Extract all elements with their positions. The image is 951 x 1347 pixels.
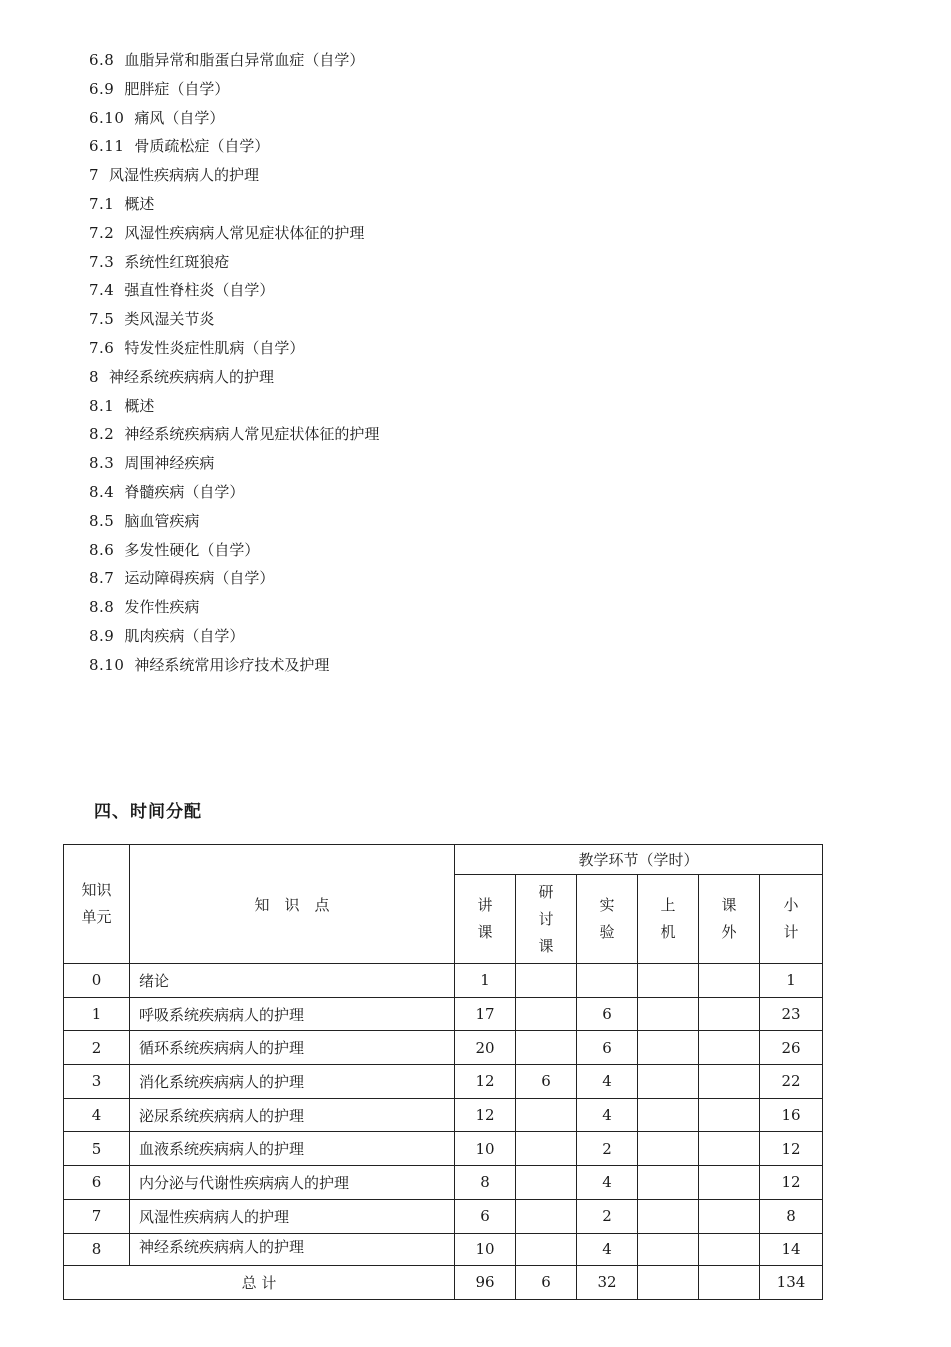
toc-item: [89, 49, 379, 78]
cell-extra: [699, 997, 760, 1031]
toc-item: [89, 567, 379, 596]
cell-unit: 0: [64, 964, 130, 998]
cell-computer: [638, 1098, 699, 1132]
cell-extra: [699, 1098, 760, 1132]
table-row: [64, 1132, 823, 1166]
cell-lecture: 20: [455, 1031, 516, 1065]
toc-item: [89, 135, 379, 164]
cell-lecture: 12: [455, 1098, 516, 1132]
cell-seminar: [516, 1031, 577, 1065]
toc-item-number: 7.1: [89, 194, 115, 213]
total-lecture: 96: [455, 1265, 516, 1299]
cell-lecture: 12: [455, 1065, 516, 1099]
cell-lab: 4: [577, 1166, 638, 1200]
toc-item: [89, 251, 379, 280]
cell-seminar: [516, 1132, 577, 1166]
total-extra: [699, 1265, 760, 1299]
toc-item-text: 脑血管疾病: [124, 511, 200, 530]
header-lab: 实 验: [577, 875, 638, 964]
toc-item-number: 6.8: [89, 51, 115, 69]
cell-subtotal: 16: [760, 1098, 823, 1132]
cell-extra: [699, 964, 760, 998]
cell-unit: 4: [64, 1098, 130, 1132]
cell-seminar: [516, 1166, 577, 1200]
toc-item-text: 类风湿关节炎: [124, 310, 215, 329]
toc-item: [89, 366, 379, 395]
toc-item-number: 8.1: [89, 396, 115, 415]
cell-seminar: 6: [516, 1065, 577, 1099]
cell-name: 循环系统疾病病人的护理: [130, 1031, 455, 1065]
toc-item-number: 6.11: [89, 137, 125, 156]
table-row: [64, 1199, 823, 1233]
table-row: [64, 1065, 823, 1099]
table-row: [64, 1031, 823, 1065]
toc-item-text: 脊髓疾病（自学）: [124, 482, 245, 501]
toc-item-text: 痛风（自学）: [134, 108, 225, 127]
toc-item-number: 8.6: [89, 540, 115, 559]
cell-subtotal: 1: [760, 964, 823, 998]
cell-name: 血液系统疾病病人的护理: [130, 1132, 455, 1166]
cell-computer: [638, 1233, 699, 1265]
cell-computer: [638, 1065, 699, 1099]
total-lab: 32: [577, 1265, 638, 1299]
header-point: 知 识 点: [130, 845, 455, 964]
toc-item-number: 8.9: [89, 626, 115, 645]
cell-lab: 2: [577, 1132, 638, 1166]
cell-seminar: [516, 1233, 577, 1265]
cell-unit: 1: [64, 997, 130, 1031]
cell-lab: 4: [577, 1098, 638, 1132]
time-allocation-table: [63, 844, 823, 1300]
toc-list: [89, 49, 379, 683]
cell-lecture: 10: [455, 1233, 516, 1265]
cell-lab: 2: [577, 1199, 638, 1233]
cell-subtotal: 12: [760, 1166, 823, 1200]
toc-item: [89, 452, 379, 481]
cell-name: 呼吸系统疾病病人的护理: [130, 997, 455, 1031]
cell-unit: 8: [64, 1233, 130, 1265]
total-label: 总 计: [64, 1265, 455, 1299]
cell-subtotal: 26: [760, 1031, 823, 1065]
cell-lab: [577, 964, 638, 998]
toc-item-text: 神经系统疾病病人常见症状体征的护理: [124, 425, 380, 444]
header-computer: 上 机: [638, 875, 699, 964]
toc-item-number: 8.10: [89, 655, 125, 674]
toc-item: [89, 423, 379, 452]
toc-item: [89, 539, 379, 568]
toc-item: [89, 308, 379, 337]
cell-computer: [638, 997, 699, 1031]
toc-item-number: 8.4: [89, 482, 115, 501]
toc-item-text: 风湿性疾病病人的护理: [109, 166, 260, 185]
cell-subtotal: 8: [760, 1199, 823, 1233]
cell-seminar: [516, 964, 577, 998]
cell-subtotal: 23: [760, 997, 823, 1031]
toc-item-number: 8: [89, 367, 100, 386]
toc-item: [89, 510, 379, 539]
cell-lab: 6: [577, 1031, 638, 1065]
cell-computer: [638, 1132, 699, 1166]
toc-item-text: 发作性疾病: [124, 598, 200, 617]
toc-item-text: 概述: [124, 194, 155, 213]
cell-extra: [699, 1031, 760, 1065]
header-lecture: 讲 课: [455, 875, 516, 964]
cell-extra: [699, 1166, 760, 1200]
toc-item-number: 8.3: [89, 454, 115, 473]
toc-item-number: 7.2: [89, 223, 115, 242]
cell-name: 神经系统疾病病人的护理: [130, 1233, 455, 1265]
toc-item: [89, 481, 379, 510]
section-title: 四、时间分配: [94, 802, 202, 822]
toc-item-text: 神经系统疾病病人的护理: [109, 367, 275, 386]
toc-item: [89, 279, 379, 308]
toc-item: [89, 395, 379, 424]
toc-item-text: 肥胖症（自学）: [124, 79, 230, 98]
cell-lecture: 10: [455, 1132, 516, 1166]
cell-subtotal: 14: [760, 1233, 823, 1265]
toc-item-number: 8.2: [89, 425, 115, 444]
header-group: 教学环节（学时）: [455, 845, 823, 875]
cell-name: 风湿性疾病病人的护理: [130, 1199, 455, 1233]
toc-item-text: 概述: [124, 396, 155, 415]
cell-extra: [699, 1132, 760, 1166]
cell-extra: [699, 1233, 760, 1265]
cell-computer: [638, 1031, 699, 1065]
cell-name: 泌尿系统疾病病人的护理: [130, 1098, 455, 1132]
cell-unit: 6: [64, 1166, 130, 1200]
cell-name: 内分泌与代谢性疾病病人的护理: [130, 1166, 455, 1200]
toc-item-number: 7.4: [89, 281, 115, 300]
cell-unit: 7: [64, 1199, 130, 1233]
cell-seminar: [516, 1199, 577, 1233]
toc-item-number: 6.9: [89, 79, 115, 98]
total-row: [64, 1265, 823, 1299]
cell-lecture: 6: [455, 1199, 516, 1233]
cell-lab: 4: [577, 1233, 638, 1265]
cell-computer: [638, 1166, 699, 1200]
cell-computer: [638, 1199, 699, 1233]
toc-item-number: 8.5: [89, 511, 115, 530]
total-computer: [638, 1265, 699, 1299]
toc-item-number: 8.8: [89, 598, 115, 617]
cell-lab: 6: [577, 997, 638, 1031]
toc-item: [89, 164, 379, 193]
cell-lab: 4: [577, 1065, 638, 1099]
table-row: [64, 997, 823, 1031]
total-subtotal: 134: [760, 1265, 823, 1299]
toc-item-text: 周围神经疾病: [124, 454, 215, 473]
cell-subtotal: 12: [760, 1132, 823, 1166]
cell-extra: [699, 1199, 760, 1233]
header-subtotal: 小 计: [760, 875, 823, 964]
cell-lecture: 8: [455, 1166, 516, 1200]
header-seminar: 研 讨 课: [516, 875, 577, 964]
toc-item: [89, 654, 379, 683]
toc-item-text: 特发性炎症性肌病（自学）: [124, 338, 305, 357]
cell-seminar: [516, 1098, 577, 1132]
toc-item-text: 血脂异常和脂蛋白异常血症（自学）: [124, 51, 365, 69]
toc-item-text: 运动障碍疾病（自学）: [124, 569, 275, 588]
cell-unit: 3: [64, 1065, 130, 1099]
toc-item-number: 7.3: [89, 252, 115, 271]
table-row: [64, 1166, 823, 1200]
toc-item: [89, 625, 379, 654]
toc-item-text: 强直性脊柱炎（自学）: [124, 281, 275, 300]
toc-item-number: 7: [89, 166, 100, 185]
toc-item-text: 系统性红斑狼疮: [124, 252, 230, 271]
toc-item: [89, 78, 379, 107]
cell-name: 消化系统疾病病人的护理: [130, 1065, 455, 1099]
toc-item-text: 肌肉疾病（自学）: [124, 626, 245, 645]
header-extra: 课 外: [699, 875, 760, 964]
cell-extra: [699, 1065, 760, 1099]
toc-item-number: 6.10: [89, 108, 125, 127]
cell-seminar: [516, 997, 577, 1031]
cell-subtotal: 22: [760, 1065, 823, 1099]
table-row: [64, 1098, 823, 1132]
cell-unit: 5: [64, 1132, 130, 1166]
cell-unit: 2: [64, 1031, 130, 1065]
toc-item-number: 8.7: [89, 569, 115, 588]
toc-item-text: 骨质疏松症（自学）: [134, 137, 270, 156]
toc-item: [89, 222, 379, 251]
total-seminar: 6: [516, 1265, 577, 1299]
toc-item-number: 7.6: [89, 338, 115, 357]
table-row: [64, 1233, 823, 1265]
toc-item-text: 多发性硬化（自学）: [124, 540, 260, 559]
toc-item: [89, 596, 379, 625]
toc-item: [89, 337, 379, 366]
toc-item: [89, 107, 379, 136]
toc-item-number: 7.5: [89, 310, 115, 329]
cell-computer: [638, 964, 699, 998]
cell-name: 绪论: [130, 964, 455, 998]
cell-lecture: 17: [455, 997, 516, 1031]
table-row: [64, 964, 823, 998]
toc-item: [89, 193, 379, 222]
header-unit: 知识 单元: [64, 845, 130, 964]
toc-item-text: 风湿性疾病病人常见症状体征的护理: [124, 223, 365, 242]
cell-lecture: 1: [455, 964, 516, 998]
toc-item-text: 神经系统常用诊疗技术及护理: [134, 655, 330, 674]
